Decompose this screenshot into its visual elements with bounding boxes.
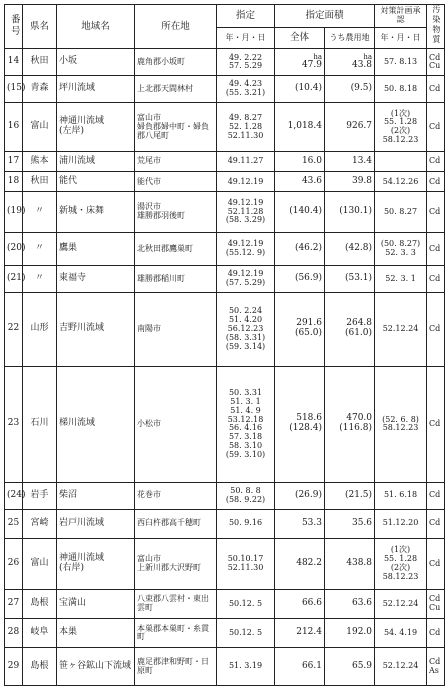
- row-farmland-area: (42.8): [325, 232, 375, 266]
- row-pollutant: Cd Cu: [427, 49, 445, 76]
- row-area-name: 柴沼: [57, 482, 135, 509]
- row-prefecture: 宮崎: [23, 509, 57, 538]
- row-prefecture: 富山: [23, 103, 57, 152]
- header-plan-approval: 対策計画承認: [375, 5, 427, 28]
- row-pollutant: Cd: [427, 192, 445, 232]
- row-plan-date: (1次) 55. 1.28 (2次) 58.12.23: [375, 538, 427, 589]
- row-pollutant: Cd As: [427, 648, 445, 686]
- row-number: 27: [5, 590, 23, 619]
- row-plan-date: 51. 6.18: [375, 482, 427, 509]
- row-total-area: (26.9): [275, 482, 325, 509]
- row-location: 富山市 婦負郡婦中町・婦負郡八尾町: [135, 103, 217, 152]
- table-row: [5, 266, 445, 293]
- row-area-name: 神通川流域 (右岸): [57, 538, 135, 589]
- row-number: 16: [5, 103, 23, 152]
- row-pollutant: Cd: [427, 266, 445, 293]
- row-prefecture: 〃: [23, 266, 57, 293]
- row-plan-date: 54.12.26: [375, 172, 427, 192]
- pollution-area-table: [4, 4, 445, 686]
- row-location: 本巣郡本巣町・糸貫町: [135, 619, 217, 648]
- row-number: 29: [5, 648, 23, 686]
- row-location: 北秋田郡鷹巣町: [135, 232, 217, 266]
- row-total-area: 43.6: [275, 172, 325, 192]
- row-total-area: 482.2: [275, 538, 325, 589]
- row-farmland-area: 264.8 (61.0): [325, 293, 375, 367]
- table-row: [5, 619, 445, 648]
- table-row: [5, 648, 445, 686]
- row-designation-date: 49. 2.22 57. 5.29: [217, 49, 275, 76]
- row-plan-date: (50. 8.27) 52. 3. 3: [375, 232, 427, 266]
- table-row: [5, 103, 445, 152]
- row-area-name: 坪川流域: [57, 76, 135, 103]
- row-prefecture: 熊本: [23, 152, 57, 172]
- row-number: 18: [5, 172, 23, 192]
- row-area-name: 東福寺: [57, 266, 135, 293]
- row-prefecture: 岐阜: [23, 619, 57, 648]
- header-total: 全体: [275, 28, 325, 49]
- row-designation-date: 50. 8. 8 (58. 9.22): [217, 482, 275, 509]
- row-number: 23: [5, 366, 23, 482]
- row-prefecture: 秋田: [23, 172, 57, 192]
- row-farmland-area: (53.1): [325, 266, 375, 293]
- row-number: (19): [5, 192, 23, 232]
- row-pollutant: Cd: [427, 509, 445, 538]
- row-plan-date: 52.12.24: [375, 648, 427, 686]
- header-farmland: うち農用地: [325, 28, 375, 49]
- row-pollutant: Cd: [427, 538, 445, 589]
- row-plan-date: (1次) 55. 1.28 (2次) 58.12.23: [375, 103, 427, 152]
- row-prefecture: 石川: [23, 366, 57, 482]
- row-pollutant: Cd: [427, 232, 445, 266]
- row-designation-date: 50.12. 5: [217, 619, 275, 648]
- row-pollutant: Cd: [427, 293, 445, 367]
- row-pollutant: Cd Cu: [427, 590, 445, 619]
- row-total-area: 212.4: [275, 619, 325, 648]
- row-total-area: 53.3: [275, 509, 325, 538]
- row-area-name: 宝満山: [57, 590, 135, 619]
- row-prefecture: 島根: [23, 648, 57, 686]
- table-row: [5, 366, 445, 482]
- row-total-area: (10.4): [275, 76, 325, 103]
- row-designation-date: 49.11.27: [217, 152, 275, 172]
- row-area-name: 笹ヶ谷鉱山下流域: [57, 648, 135, 686]
- unit-label: ha: [363, 52, 373, 61]
- row-number: 14: [5, 49, 23, 76]
- row-area-name: 本巣: [57, 619, 135, 648]
- row-area-name: 新城・床舞: [57, 192, 135, 232]
- row-number: (24): [5, 482, 23, 509]
- row-prefecture: 〃: [23, 192, 57, 232]
- row-designation-date: 50. 3.31 51. 3. 1 51. 4. 9 53.12.18 56. 4.16 57. 3.18 58. 3.10 (59. 3.10): [217, 366, 275, 482]
- table-row: [5, 293, 445, 367]
- unit-label: ha: [313, 52, 322, 61]
- row-farmland-area: 470.0 (116.8): [325, 366, 375, 482]
- row-designation-date: 49. 4.23 (55. 3.21): [217, 76, 275, 103]
- row-pollutant: Cd: [427, 172, 445, 192]
- row-farmland-area: ha 43.8: [325, 49, 375, 76]
- header-area-name: 地域名: [57, 5, 135, 49]
- row-farmland-area: 13.4: [325, 152, 375, 172]
- row-designation-date: 51. 3.19: [217, 648, 275, 686]
- row-designation-date: 50.12. 5: [217, 590, 275, 619]
- table-row: [5, 509, 445, 538]
- row-location: 小松市: [135, 366, 217, 482]
- row-number: (21): [5, 266, 23, 293]
- row-location: 鹿足郡津和野町・日原町: [135, 648, 217, 686]
- table-row: [5, 76, 445, 103]
- row-location: 上北郡天間林村: [135, 76, 217, 103]
- row-pollutant: Cd: [427, 152, 445, 172]
- row-prefecture: 富山: [23, 538, 57, 589]
- row-location: 南陽市: [135, 293, 217, 367]
- row-number: 22: [5, 293, 23, 367]
- row-pollutant: Cd: [427, 103, 445, 152]
- row-area-name: 浦川流域: [57, 152, 135, 172]
- row-prefecture: 山形: [23, 293, 57, 367]
- row-total-area: 66.1: [275, 648, 325, 686]
- header-number: 番号: [5, 5, 23, 49]
- row-designation-date: 49.12.19: [217, 172, 275, 192]
- table-row: [5, 49, 445, 76]
- row-total-area: ha 47.9: [275, 49, 325, 76]
- row-plan-date: 50. 8.18: [375, 76, 427, 103]
- row-number: 28: [5, 619, 23, 648]
- row-location: 雄勝郡稲川町: [135, 266, 217, 293]
- row-farmland-area: 35.6: [325, 509, 375, 538]
- row-total-area: (56.9): [275, 266, 325, 293]
- row-number: 25: [5, 509, 23, 538]
- row-area-name: 小坂: [57, 49, 135, 76]
- row-total-area: (46.2): [275, 232, 325, 266]
- table-row: [5, 232, 445, 266]
- row-farmland-area: (9.5): [325, 76, 375, 103]
- row-designation-date: 50. 9.16: [217, 509, 275, 538]
- row-number: (15): [5, 76, 23, 103]
- row-location: 能代市: [135, 172, 217, 192]
- row-pollutant: Cd: [427, 76, 445, 103]
- row-location: 八束郡八雲村・東出雲町: [135, 590, 217, 619]
- row-farmland-area: 192.0: [325, 619, 375, 648]
- row-location: 花巻市: [135, 482, 217, 509]
- row-prefecture: 〃: [23, 232, 57, 266]
- row-area-name: 鷹巣: [57, 232, 135, 266]
- row-prefecture: 岩手: [23, 482, 57, 509]
- table-row: [5, 192, 445, 232]
- header-plan-date: 年・月・日: [375, 28, 427, 49]
- row-prefecture: 秋田: [23, 49, 57, 76]
- row-plan-date: 52.12.24: [375, 590, 427, 619]
- row-plan-date: 51.12.20: [375, 509, 427, 538]
- row-plan-date: [375, 152, 427, 172]
- row-area-name: 岩戸川流域: [57, 509, 135, 538]
- row-pollutant: Cd: [427, 366, 445, 482]
- header-pollutant: 汚染物質: [427, 5, 445, 49]
- row-designation-date: 49.12.19 (55.12. 9): [217, 232, 275, 266]
- table-row: [5, 152, 445, 172]
- row-plan-date: 52. 3. 1: [375, 266, 427, 293]
- row-prefecture: 青森: [23, 76, 57, 103]
- row-plan-date: 50. 8.27: [375, 192, 427, 232]
- table-row: [5, 590, 445, 619]
- row-total-area: (140.4): [275, 192, 325, 232]
- row-location: 富山市 上新川郡大沢野町: [135, 538, 217, 589]
- table-row: [5, 482, 445, 509]
- row-farmland-area: 65.9: [325, 648, 375, 686]
- row-farmland-area: 39.8: [325, 172, 375, 192]
- row-farmland-area: (21.5): [325, 482, 375, 509]
- row-prefecture: 島根: [23, 590, 57, 619]
- row-area-name: 神通川流域 (左岸): [57, 103, 135, 152]
- row-pollutant: Cd: [427, 482, 445, 509]
- header-designation: 指定: [217, 5, 275, 28]
- header-location: 所在地: [135, 5, 217, 49]
- row-plan-date: 54. 4.19: [375, 619, 427, 648]
- row-area-name: 能代: [57, 172, 135, 192]
- row-total-area: 66.6: [275, 590, 325, 619]
- row-farmland-area: (130.1): [325, 192, 375, 232]
- table-row: [5, 538, 445, 589]
- row-total-area: 291.6 (65.0): [275, 293, 325, 367]
- header-prefecture: 県名: [23, 5, 57, 49]
- row-designation-date: 49. 8.27 52. 1.28 52.11.30: [217, 103, 275, 152]
- row-number: 26: [5, 538, 23, 589]
- row-plan-date: 52.12.24: [375, 293, 427, 367]
- row-total-area: 16.0: [275, 152, 325, 172]
- row-designation-date: 49.12.19 52.11.28 (58. 3.29): [217, 192, 275, 232]
- row-area-name: 吉野川流域: [57, 293, 135, 367]
- row-location: 西臼杵郡高千穂町: [135, 509, 217, 538]
- header-designation-date: 年・月・日: [217, 28, 275, 49]
- row-plan-date: 57. 8.13: [375, 49, 427, 76]
- row-total-area: 518.6 (128.4): [275, 366, 325, 482]
- row-number: (20): [5, 232, 23, 266]
- header-designated-area: 指定面積: [275, 5, 375, 28]
- row-pollutant: Cd: [427, 619, 445, 648]
- row-designation-date: 50. 2.24 51. 4.20 56.12.23 (58. 3.31) (59. 3.14): [217, 293, 275, 367]
- row-location: 鹿角郡小坂町: [135, 49, 217, 76]
- row-area-name: 梯川流域: [57, 366, 135, 482]
- row-location: 荒尾市: [135, 152, 217, 172]
- row-location: 湯沢市 雄勝郡羽後町: [135, 192, 217, 232]
- row-designation-date: 50.10.17 52.11.30: [217, 538, 275, 589]
- row-farmland-area: 63.6: [325, 590, 375, 619]
- row-farmland-area: 438.8: [325, 538, 375, 589]
- row-farmland-area: 926.7: [325, 103, 375, 152]
- row-plan-date: (52. 6. 8) 58.12.23: [375, 366, 427, 482]
- row-number: 17: [5, 152, 23, 172]
- row-total-area: 1,018.4: [275, 103, 325, 152]
- row-designation-date: 49.12.19 (57. 5.29): [217, 266, 275, 293]
- table-row: [5, 172, 445, 192]
